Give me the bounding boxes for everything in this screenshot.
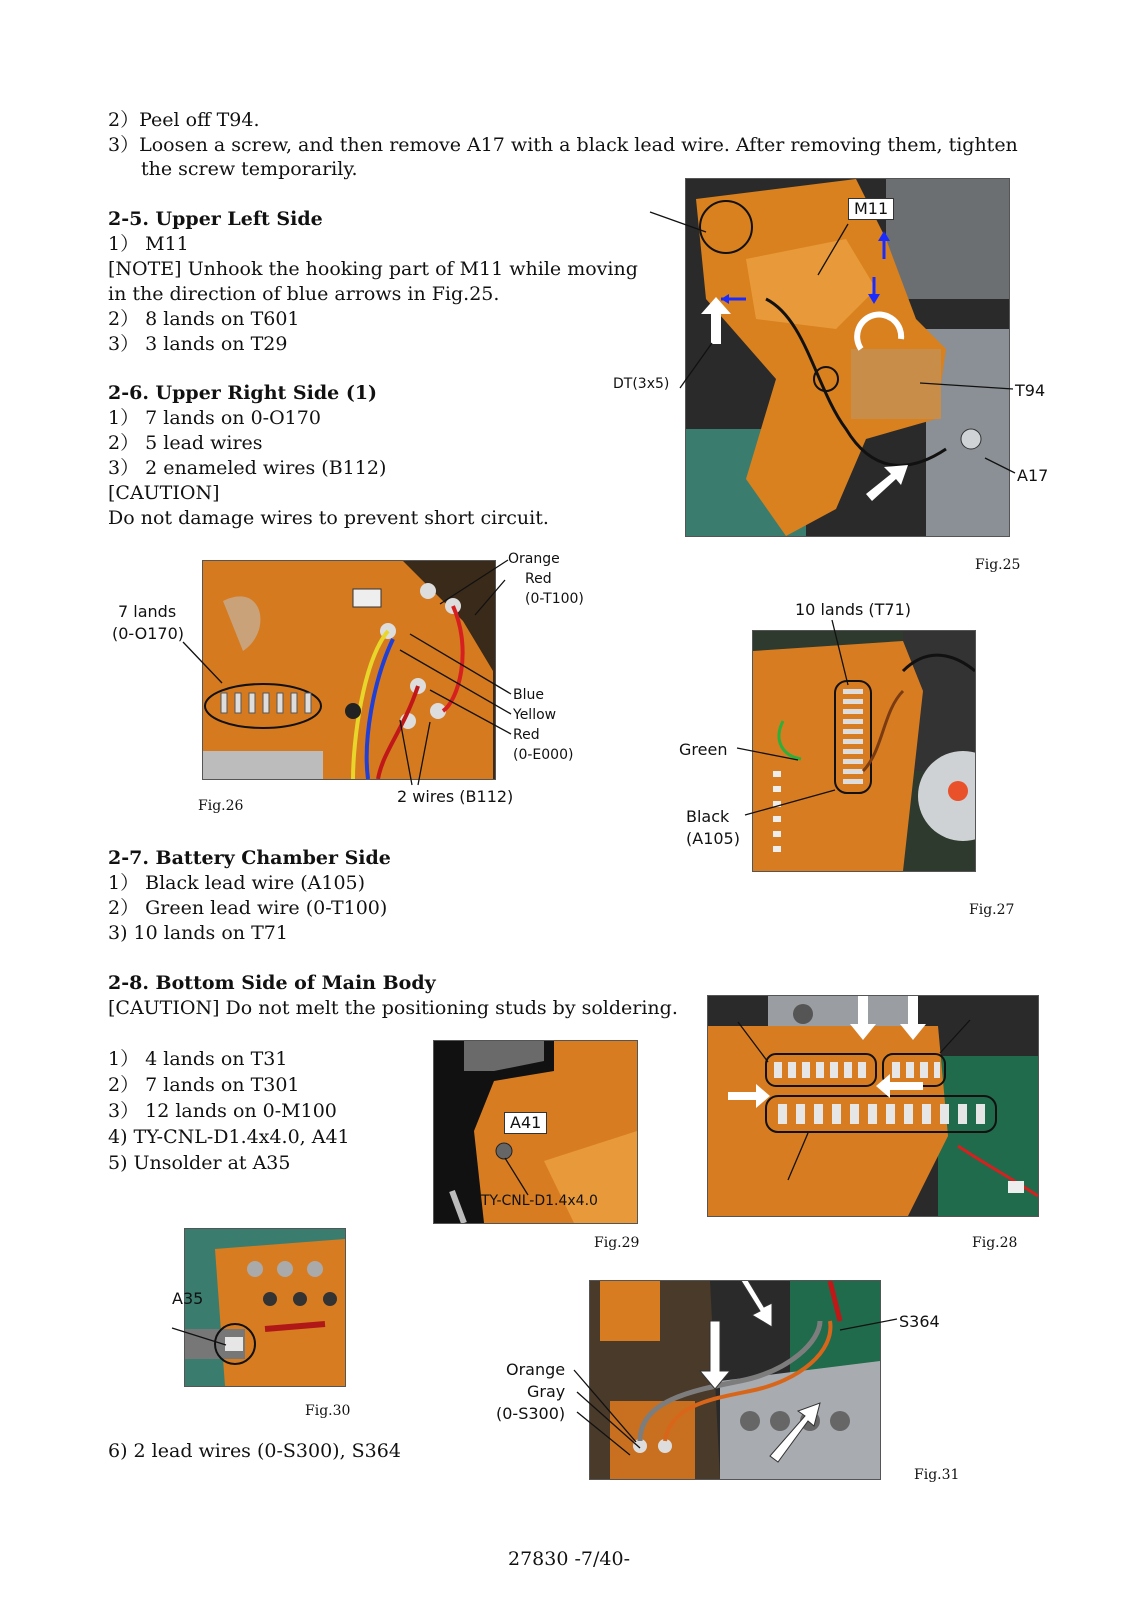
fig31-label-s300: (0-S300) xyxy=(496,1404,566,1423)
fig28-photo xyxy=(707,995,1039,1217)
text-line: 1） Black lead wire (A105) xyxy=(108,872,366,894)
text-line: 2） 7 lands on T301 xyxy=(108,1074,300,1096)
text-line: 4) TY-CNL-D1.4x4.0, A41 xyxy=(108,1126,350,1148)
fig29-label-screw: TY-CNL-D1.4x4.0 xyxy=(481,1193,598,1209)
text-line: 1） 7 lands on 0-O170 xyxy=(108,407,321,429)
note-line: in the direction of blue arrows in Fig.25. xyxy=(108,283,500,305)
fig26-label-red: Red xyxy=(525,571,552,587)
fig25-photo xyxy=(685,178,1010,537)
fig27-caption: Fig.27 xyxy=(969,902,1015,918)
fig26-label-red2: Red xyxy=(513,727,540,743)
text-line: 2） 5 lead wires xyxy=(108,432,263,454)
fig29-label-a41: A41 xyxy=(504,1112,547,1134)
fig26-label-lands: 7 lands xyxy=(118,602,177,621)
text-line: 3） 3 lands on T29 xyxy=(108,333,288,355)
step-loosen-screw-cont: the screw temporarily. xyxy=(141,158,358,180)
text-line: 5) Unsolder at A35 xyxy=(108,1152,291,1174)
caution-text: Do not damage wires to prevent short circuit. xyxy=(108,507,549,529)
fig26-label-blue: Blue xyxy=(513,687,544,703)
fig27-label-black: Black xyxy=(686,807,730,826)
fig27-label-lands: 10 lands (T71) xyxy=(795,600,912,619)
text-line: 1） M11 xyxy=(108,233,189,255)
fig27-label-a105: (A105) xyxy=(686,829,740,848)
text-line: 3） 12 lands on 0-M100 xyxy=(108,1100,337,1122)
fig25-label-t94: T94 xyxy=(1015,381,1046,400)
text-line: 3） 2 enameled wires (B112) xyxy=(108,457,387,479)
text-line: 2） 8 lands on T601 xyxy=(108,308,300,330)
heading-battery-chamber-side: 2-7. Battery Chamber Side xyxy=(108,847,391,869)
text-line: 1） 4 lands on T31 xyxy=(108,1048,288,1070)
fig28-caption: Fig.28 xyxy=(972,1235,1018,1251)
fig27-photo xyxy=(752,630,976,872)
fig31-label-orange: Orange xyxy=(506,1360,566,1379)
fig26-label-yellow: Yellow xyxy=(513,707,557,723)
step-peel-t94: 2）Peel off T94. xyxy=(108,109,260,131)
heading-upper-right-side: 2-6. Upper Right Side (1) xyxy=(108,382,378,404)
text-line-lead-wires: 6) 2 lead wires (0-S300), S364 xyxy=(108,1440,401,1462)
fig30-label-a35: A35 xyxy=(172,1289,204,1308)
fig31-photo xyxy=(589,1280,881,1480)
step-loosen-screw: 3）Loosen a screw, and then remove A17 with a black lead wire. After removing them, tighten xyxy=(108,134,1018,156)
fig25-label-a17: A17 xyxy=(1017,466,1049,485)
fig25-label-m11: M11 xyxy=(848,198,894,220)
fig26-label-orange: Orange xyxy=(508,551,560,567)
fig27-label-green: Green xyxy=(679,740,728,759)
fig26-label-o170: (0-O170) xyxy=(112,624,185,643)
fig26-photo xyxy=(202,560,496,780)
heading-bottom-side: 2-8. Bottom Side of Main Body xyxy=(108,972,436,994)
caution-text: [CAUTION] Do not melt the positioning studs by soldering. xyxy=(108,997,678,1019)
fig31-label-gray: Gray xyxy=(527,1382,566,1401)
fig31-label-s364: S364 xyxy=(899,1312,940,1331)
fig25-label-dt: DT(3x5) xyxy=(613,376,670,392)
fig29-caption: Fig.29 xyxy=(594,1235,640,1251)
fig30-photo xyxy=(184,1228,346,1387)
page-number: 27830 -7/40- xyxy=(508,1548,630,1570)
fig25-caption: Fig.25 xyxy=(975,557,1021,573)
fig26-caption: Fig.26 xyxy=(198,798,244,814)
heading-upper-left-side: 2-5. Upper Left Side xyxy=(108,208,323,230)
note-line: [NOTE] Unhook the hooking part of M11 while moving xyxy=(108,258,638,280)
fig26-label-e000: (0-E000) xyxy=(513,747,574,763)
text-line: 3) 10 lands on T71 xyxy=(108,922,288,944)
fig30-caption: Fig.30 xyxy=(305,1403,351,1419)
text-line: 2） Green lead wire (0-T100) xyxy=(108,897,388,919)
fig31-caption: Fig.31 xyxy=(914,1467,960,1483)
fig26-label-t100: (0-T100) xyxy=(525,591,584,607)
fig26-label-wires: 2 wires (B112) xyxy=(397,787,514,806)
caution-label: [CAUTION] xyxy=(108,482,220,504)
